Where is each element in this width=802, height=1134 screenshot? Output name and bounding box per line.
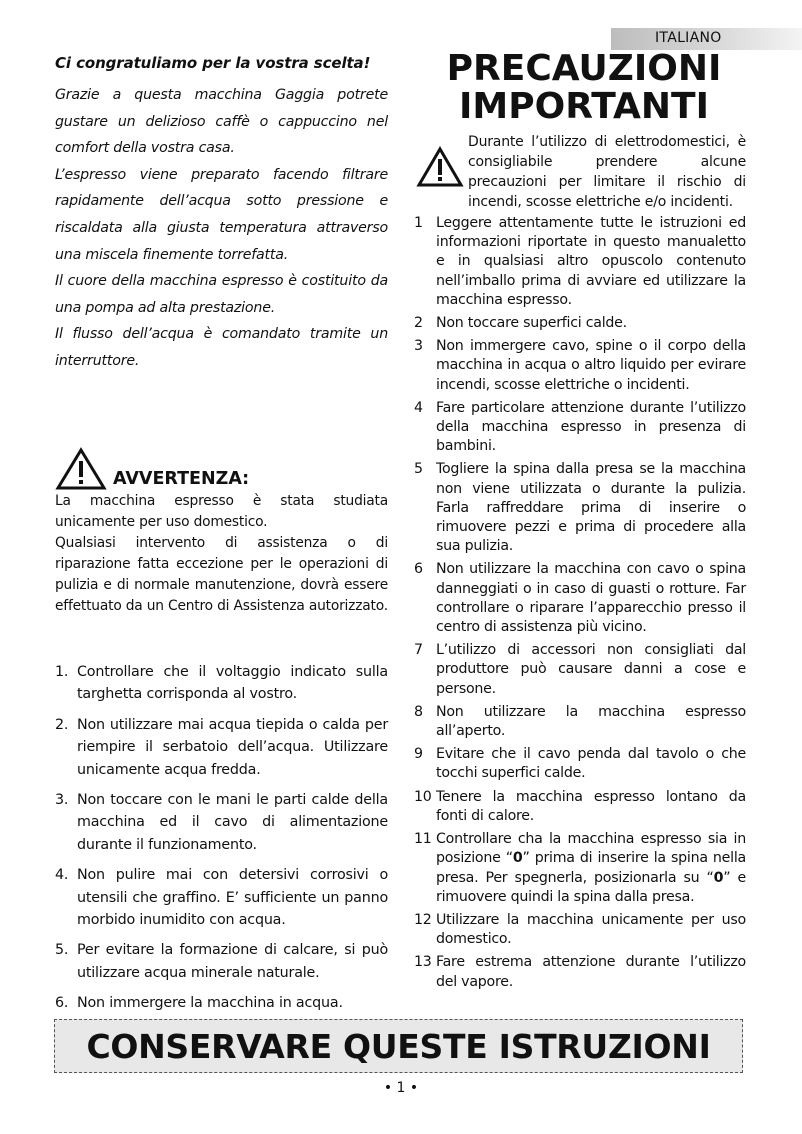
list-item: 5. Per evitare la formazione di calcare, si può utilizzare acqua minerale naturale. — [55, 942, 388, 981]
list-item: 9 Evitare che il cavo penda dal tavolo o che tocchi superfici calde. — [414, 746, 746, 782]
page-number: • 1 • — [383, 1080, 419, 1096]
safety-list — [55, 661, 388, 1023]
intro-heading: Ci congratuliamo per la vostra scelta! — [55, 54, 371, 72]
list-item: 2. Non utilizzare mai acqua tiepida o calda per riempire il serbatoio dell’acqua. Utilizzare unicamente acqua fredda. — [55, 716, 388, 778]
list-item: 6 Non utilizzare la macchina con cavo o spina danneggiati o in caso di guasti o rotture. Far controllare o riparare l’apparecchio presso il centro di assistenza più vicino. — [414, 561, 746, 636]
list-item: 11 Controllare cha la macchina espresso sia in posizione “0” prima di inserire la spina nella presa. Per spegnerla, posizionarla su “0” e rimuovere quindi la spina dalla presa. — [414, 831, 746, 905]
list-item: 3. Non toccare con le mani le parti calde della macchina ed il cavo di alimentazione durante il funzionamento. — [55, 792, 388, 853]
list-item: 5 Togliere la spina dalla presa se la macchina non viene utilizzata o durante la pulizia. Farla raffreddare prima di inserire o rimuovere pezzi e prima di procedere alla sua pulizia. — [414, 461, 746, 555]
keep-instructions-banner — [54, 1019, 743, 1073]
intro-paragraph: L’espresso viene preparato facendo filtrare rapidamente dell’acqua sotto pressione e riscaldata alla giusta temperatura attraverso una miscela finemente torrefatta. — [55, 166, 388, 263]
precautions-list — [414, 214, 746, 992]
intro-paragraph: Il flusso dell’acqua è comandato tramite un interruttore. — [55, 326, 388, 369]
precautions-section — [414, 44, 746, 996]
warning-title: AVVERTENZA: — [113, 469, 250, 489]
language-label: ITALIANO — [655, 30, 722, 46]
warning-paragraph: Qualsiasi intervento di assistenza o di riparazione fatta eccezione per le operazioni di pulizia e di normale manutenzione, dovrà essere effettuato da un Centro di Assistenza autorizzato. — [55, 535, 388, 614]
list-item: 12 Utilizzare la macchina unicamente per uso domestico. — [414, 911, 746, 948]
list-item: 1. Controllare che il voltaggio indicato sulla targhetta corrisponda al vostro. — [55, 664, 388, 703]
list-item: 2 Non toccare superfici calde. — [414, 315, 627, 332]
warning-section — [55, 443, 388, 617]
precautions-intro: Durante l’utilizzo di elettrodomestici, è consigliabile prendere alcune precauzioni per limitare il rischio di incendi, scosse elettriche e/o incidenti. — [414, 132, 746, 212]
keep-instructions-text: CONSERVARE QUESTE ISTRUZIONI — [86, 1026, 711, 1066]
warning-heading — [55, 443, 388, 491]
list-item: 3 Non immergere cavo, spine o il corpo della macchina in acqua o altro liquido per evirare incendi, scosse elettriche o incidenti. — [414, 338, 746, 393]
page-title: PRECAUZIONI IMPORTANTI — [446, 48, 722, 127]
intro-paragraph: Grazie a questa macchina Gaggia potrete gustare un delizioso caffè o cappuccino nel comfort della vostra casa. — [55, 87, 388, 157]
list-item: 13 Fare estrema attenzione durante l’utilizzo del vapore. — [414, 954, 746, 990]
list-item: 10 Tenere la macchina espresso lontano da fonti di calore. — [414, 788, 746, 824]
list-item: 4 Fare particolare attenzione durante l’utilizzo della macchina espresso in presenza di bambini. — [414, 399, 746, 455]
intro-section — [55, 52, 388, 375]
list-item: 4. Non pulire mai con detersivi corrosivi o utensili che graffino. E’ sufficiente un panno morbido inumidito con acqua. — [55, 867, 388, 929]
list-item: 6. Non immergere la macchina in acqua. — [55, 995, 343, 1012]
list-item: 1 Leggere attentamente tutte le istruzioni ed informazioni riportate in questo manualetto e in qualsiasi altro opuscolo contenuto nell’imballo prima di avviare ed utilizzare la macchina espresso. — [414, 215, 746, 308]
warning-triangle-icon — [416, 146, 464, 188]
warning-paragraph: La macchina espresso è stata studiata unicamente per uso domestico. — [55, 493, 388, 530]
list-item: 8 Non utilizzare la macchina espresso all’aperto. — [414, 703, 746, 740]
intro-paragraph: Il cuore della macchina espresso è costituito da una pompa ad alta prestazione. — [55, 273, 388, 316]
warning-triangle-icon — [55, 447, 107, 491]
list-item: 7 L’utilizzo di accessori non consigliati dal produttore può causare danni a cose e persone. — [414, 642, 746, 697]
